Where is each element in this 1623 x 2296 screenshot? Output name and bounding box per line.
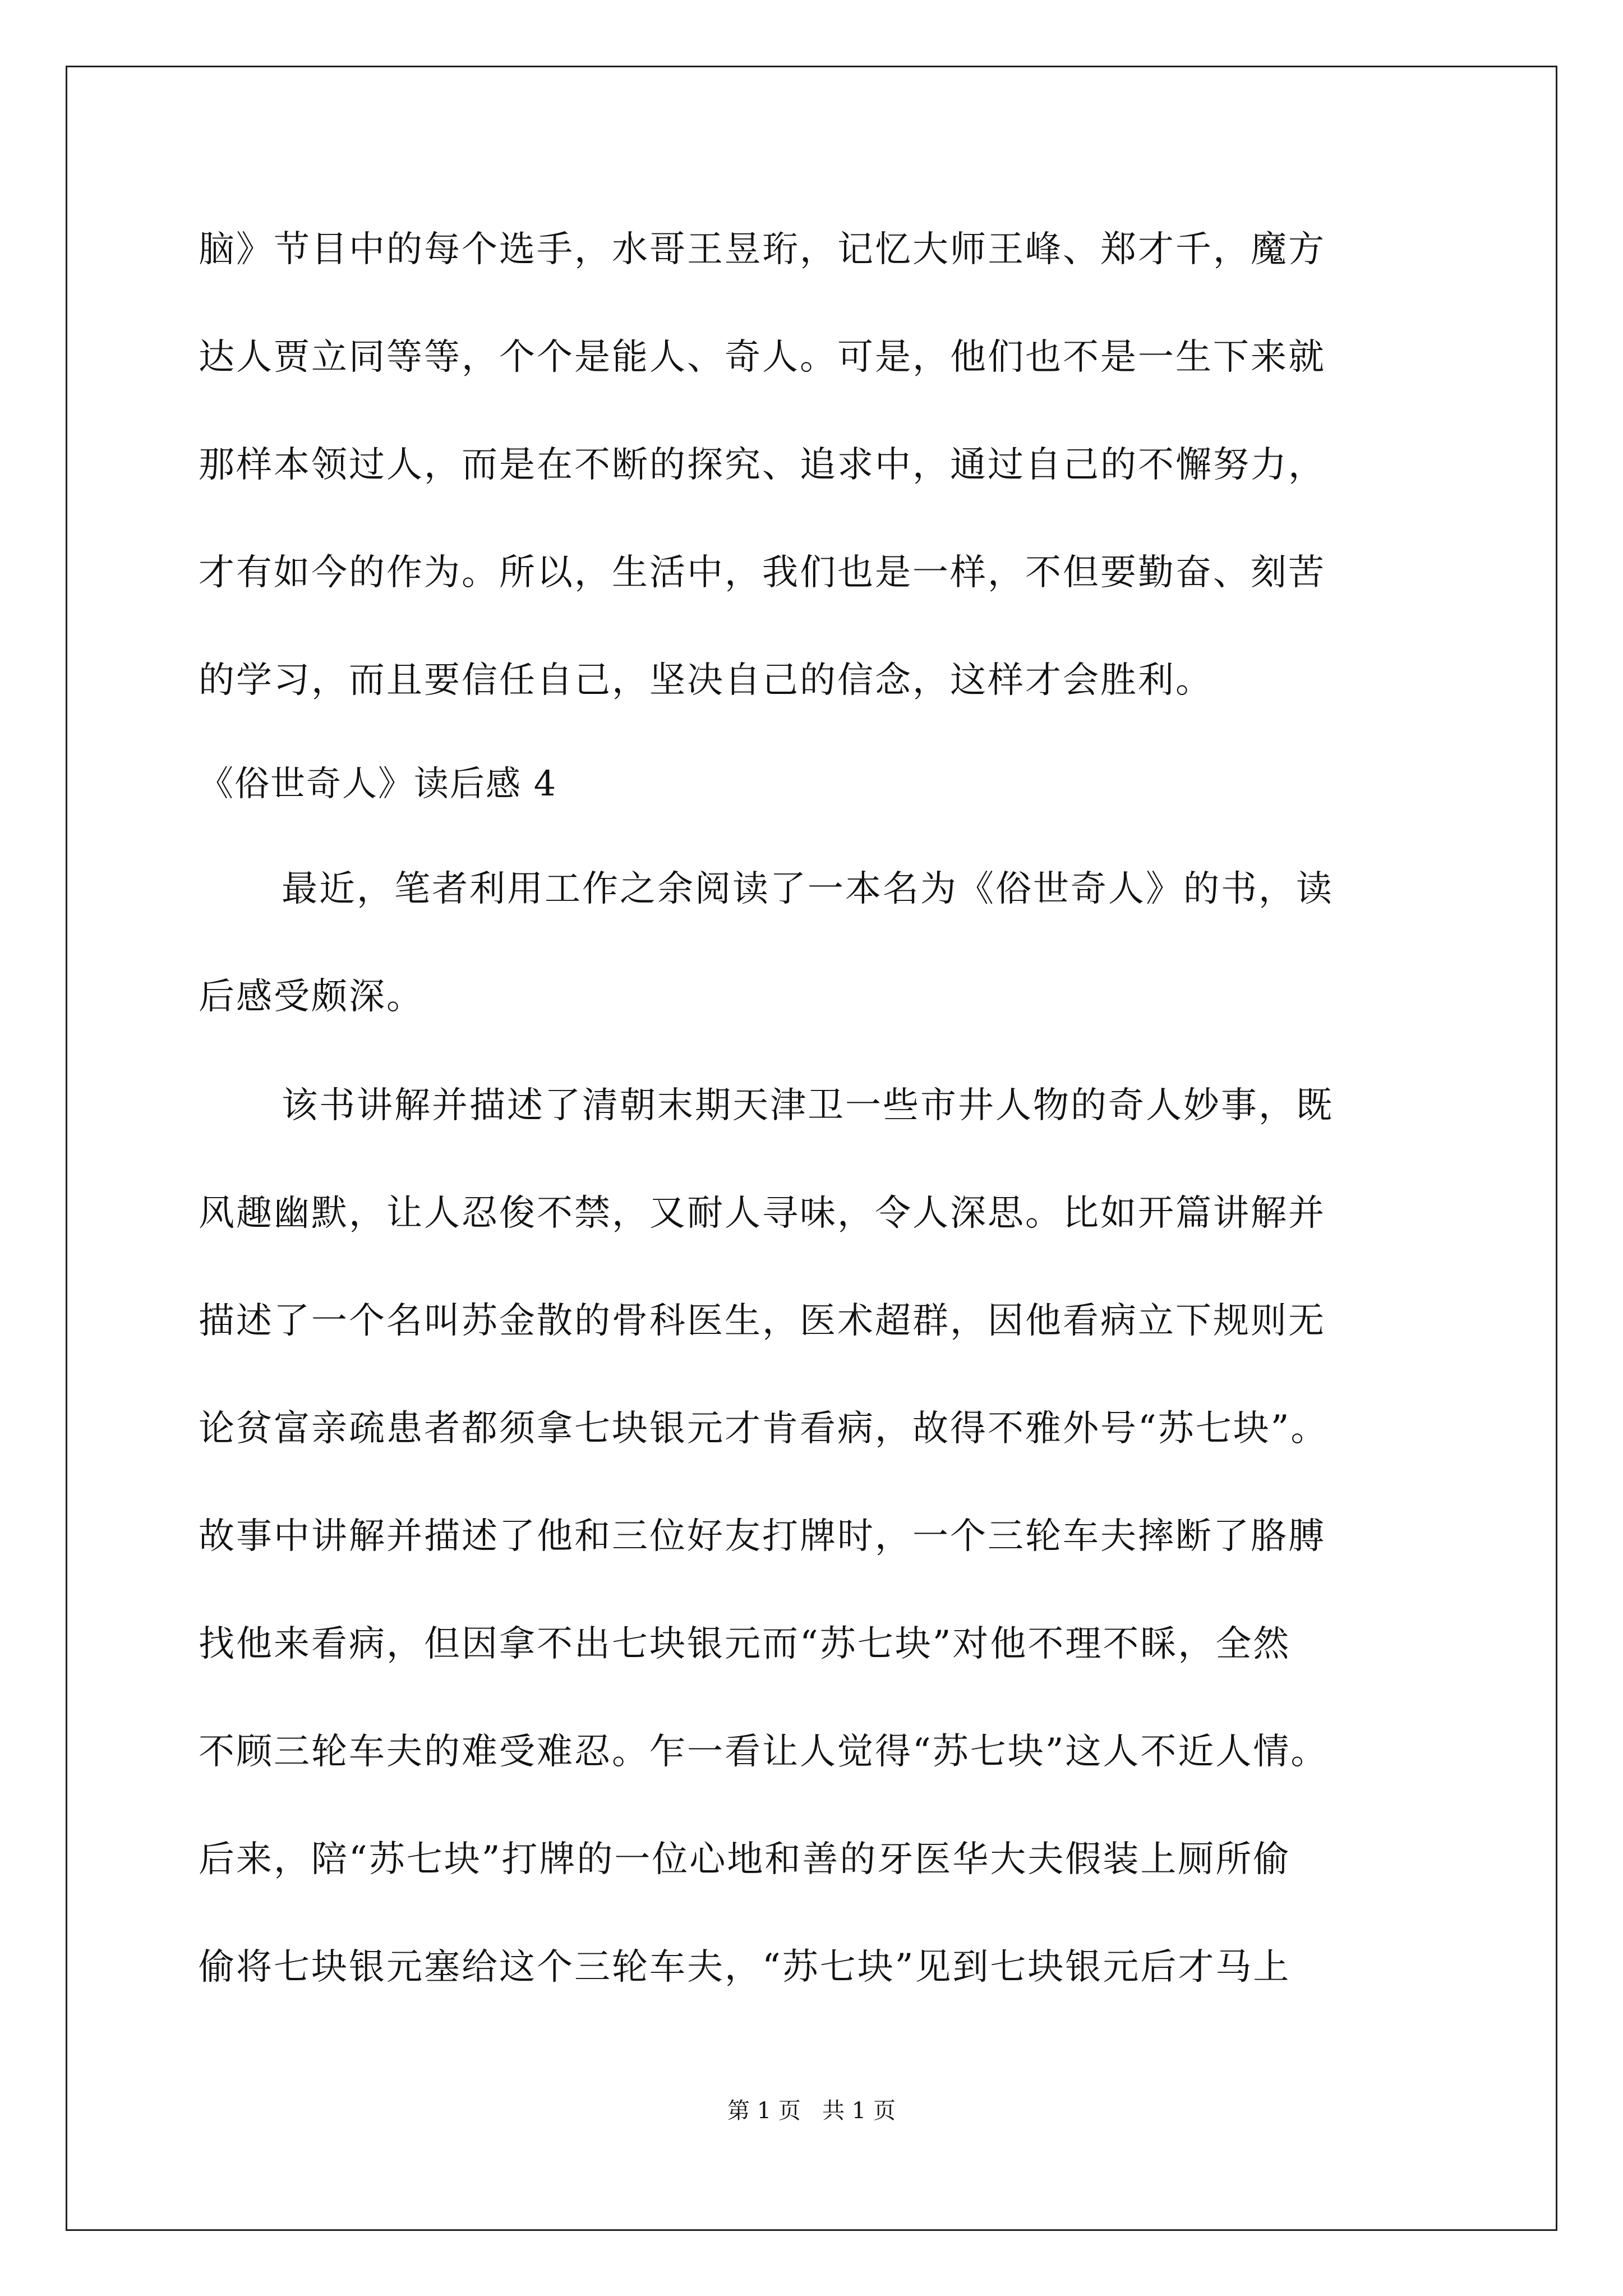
body-text-line: 脑》节目中的每个选手，水哥王昱珩，记忆大师王峰、郑才千，魔方 xyxy=(199,229,1326,270)
body-text-line: 描述了一个名叫苏金散的骨科医生，医术超群，因他看病立下规则无 xyxy=(199,1300,1326,1342)
body-text-line: 论贫富亲疏患者都须拿七块银元才肯看病，故得不雅外号“苏七块”。 xyxy=(199,1408,1329,1450)
body-text-line: 达人贾立同等等，个个是能人、奇人。可是，他们也不是一生下来就 xyxy=(199,337,1326,378)
body-text-line: 那样本领过人，而是在不断的探究、追求中，通过自己的不懈努力， xyxy=(199,444,1326,486)
page-border xyxy=(66,66,1557,2231)
body-text-line: 的学习，而且要信任自己，坚决自己的信念，这样才会胜利。 xyxy=(199,660,1213,701)
body-text-line: 故事中讲解并描述了他和三位好友打牌时，一个三轮车夫摔断了胳膊 xyxy=(199,1516,1326,1557)
body-text-line: 最近，笔者利用工作之余阅读了一本名为《俗世奇人》的书，读 xyxy=(282,868,1334,910)
body-text-line: 风趣幽默，让人忍俊不禁，又耐人寻味，令人深思。比如开篇讲解并 xyxy=(199,1193,1326,1234)
body-text-line: 后感受颇深。 xyxy=(199,976,424,1018)
body-text-line: 后来，陪“苏七块”打牌的一位心地和善的牙医华大夫假装上厕所偷 xyxy=(199,1839,1291,1880)
section-title: 《俗世奇人》读后感 4 xyxy=(199,763,557,804)
body-text-line: 该书讲解并描述了清朝末期天津卫一些市井人物的奇人妙事，既 xyxy=(282,1085,1334,1126)
page-number-footer: 第 1 页 共 1 页 xyxy=(727,2098,896,2124)
body-text-line: 才有如今的作为。所以，生活中，我们也是一样，不但要勤奋、刻苦 xyxy=(199,552,1326,593)
body-text-line: 偷将七块银元塞给这个三轮车夫，“苏七块”见到七块银元后才马上 xyxy=(199,1947,1291,1988)
body-text-line: 不顾三轮车夫的难受难忍。乍一看让人觉得“苏七块”这人不近人情。 xyxy=(199,1731,1329,1773)
body-text-line: 找他来看病，但因拿不出七块银元而“苏七块”对他不理不睬，全然 xyxy=(199,1623,1291,1665)
